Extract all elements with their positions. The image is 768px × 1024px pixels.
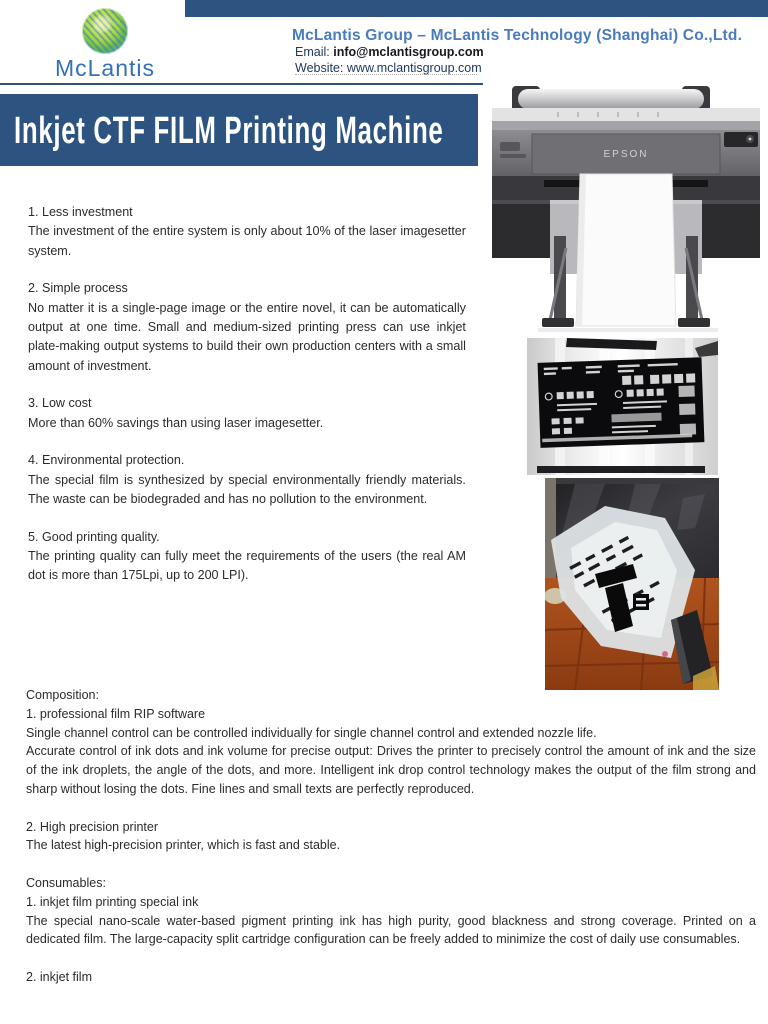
header-dotted-rule — [295, 74, 477, 75]
feature-heading: 4. Environmental protection. — [28, 452, 185, 468]
email-value: info@mclantisgroup.com — [333, 45, 484, 59]
feature-body: The investment of the entire system is only about 10% of the laser imagesetter system. — [28, 223, 466, 258]
feature-heading: 2. Simple process — [28, 280, 128, 296]
company-name: McLantis Group – McLantis Technology (Shanghai) Co.,Ltd. — [292, 27, 743, 44]
website-value: www.mclantisgroup.com — [346, 60, 482, 75]
film-sample-image — [527, 338, 718, 480]
film-output-image — [545, 478, 719, 695]
feature-block — [28, 202, 466, 260]
title-banner — [0, 94, 478, 166]
feature-block — [28, 393, 466, 432]
inkjet-printer-image — [488, 86, 764, 339]
feature-block — [28, 527, 466, 585]
detail-block — [26, 818, 756, 856]
detail-heading: 2. inkjet film — [26, 968, 93, 984]
feature-heading: 1. Less investment — [28, 204, 133, 219]
details-section — [26, 686, 756, 1006]
detail-paragraph: The special nano-scale water-based pigment printing ink has high purity, good blackness and strong coverage. Printed on a dedicated film. The large-capacity split cartridge configuration can be freely added to minimize the cost of daily use consumables. — [26, 912, 756, 947]
detail-paragraph: The latest high-precision printer, which is fast and stable. — [26, 837, 341, 853]
feature-body: More than 60% savings than using laser imagesetter. — [28, 414, 324, 430]
detail-subheading: 1. inkjet film printing special ink — [26, 893, 199, 909]
feature-block — [28, 450, 466, 508]
detail-heading: Composition: — [26, 687, 99, 702]
feature-block — [28, 278, 466, 374]
detail-block — [26, 874, 756, 949]
feature-heading: 3. Low cost — [28, 395, 92, 411]
detail-block — [26, 686, 756, 799]
logo-text: McLantis — [54, 55, 156, 81]
header-separator-line — [0, 83, 483, 85]
detail-paragraph: Single channel control can be controlled individually for single channel control and extended nozzle life. — [26, 724, 597, 740]
detail-heading: 2. High precision printer — [26, 818, 159, 834]
detail-heading: Consumables: — [26, 874, 106, 890]
email-line — [295, 45, 742, 61]
top-blue-bar — [185, 0, 768, 17]
features-section — [28, 202, 466, 603]
detail-block — [26, 968, 756, 987]
feature-body: The special film is synthesized by special environmentally friendly materials. The waste can be biodegraded and has no pollution to the environment. — [28, 471, 466, 507]
page-title: Inkjet CTF FILM Printing Machine — [14, 110, 444, 152]
globe-logo-icon — [82, 8, 128, 54]
svg-text:EPSON: EPSON — [603, 149, 649, 160]
mclantis-logo — [40, 6, 170, 82]
email-label: Email: — [295, 45, 330, 59]
feature-body: No matter it is a single-page image or the entire novel, it can be automatically output at one time. Small and medium-sized printing press can use inkjet plate-making output systems to build their own production centers with a small amount of investment. — [28, 299, 466, 373]
website-label: Website: — [295, 60, 344, 75]
feature-body: The printing quality can fully meet the requirements of the users (the real AM dot is more than 175Lpi, up to 200 LPI). — [28, 548, 466, 583]
feature-heading: 5. Good printing quality. — [28, 528, 160, 544]
detail-paragraph: Accurate control of ink dots and ink volume for precise output: Drives the printer to precisely control the amount of ink and the size of the ink droplets, the angle of the dots, and more. Intelligent ink drop control technology makes the output of the film strong and sharp without losing the dots. Fine lines and small texts are perfectly reproduced. — [26, 743, 756, 796]
company-info — [292, 26, 742, 76]
detail-subheading: 1. professional film RIP software — [26, 705, 206, 721]
